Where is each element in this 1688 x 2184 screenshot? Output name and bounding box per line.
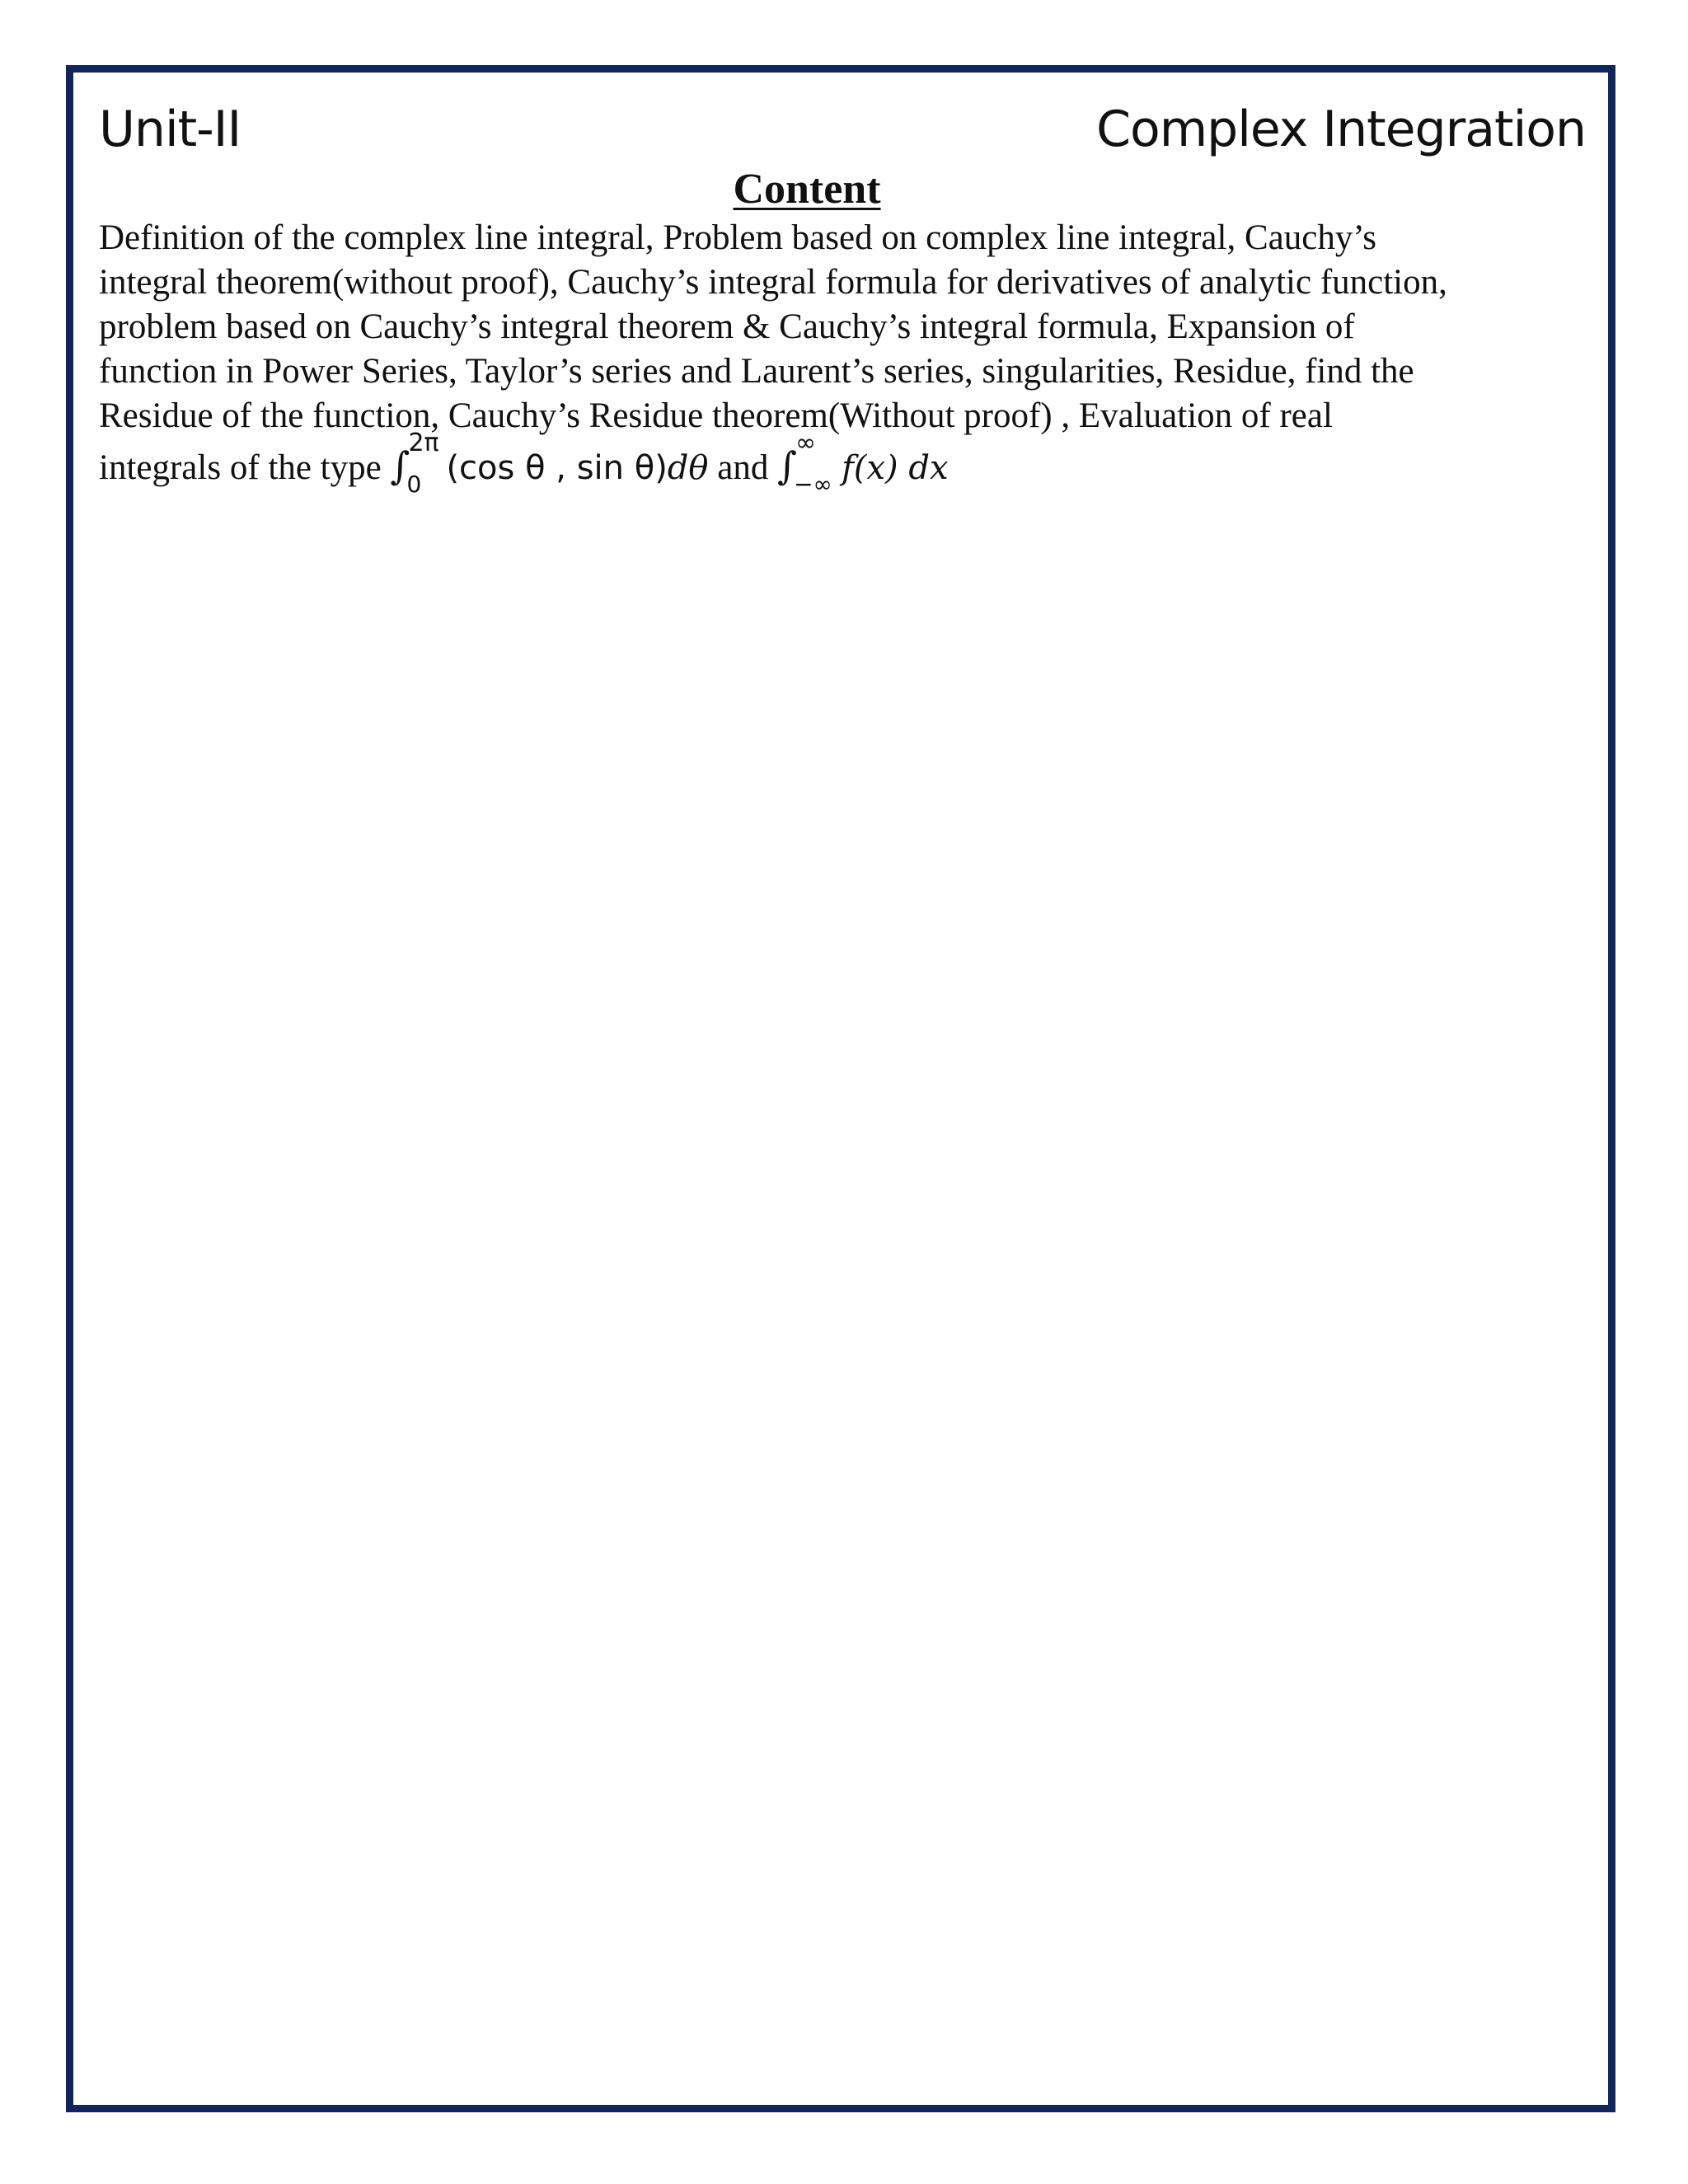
integral-2-lower-limit: −∞ (794, 471, 832, 499)
content-line: Definition of the complex line integral, Problem based on complex line integral, Cauchy’s (99, 218, 1376, 257)
integral-1-lower-limit: 0 (406, 471, 422, 499)
integral-2-limits (794, 429, 842, 499)
section-title-text: Content (733, 166, 881, 213)
integral-1-integrand: (cos θ , sin θ) (446, 449, 668, 487)
content-line: problem based on Cauchy’s integral theorem & Cauchy’s integral formula, Expansion of (99, 307, 1355, 346)
content-line: integral theorem(without proof), Cauchy’s integral formula for derivatives of analytic function, (99, 263, 1447, 302)
topic-title: Complex Integration (1096, 101, 1586, 158)
integral-2-integrand: f(x) dx (842, 449, 949, 487)
formula-prefix: integrals of the type (99, 448, 391, 487)
content-line: Residue of the function, Cauchy’s Residue theorem(Without proof) , Evaluation of real (99, 396, 1333, 435)
formula-line (99, 429, 1599, 501)
integral-1-upper-limit: 2π (408, 429, 439, 458)
integral-sign-1: ∫ (390, 443, 410, 488)
integral-1-differential: dθ (667, 449, 709, 487)
integral-1-limits (406, 429, 446, 499)
integral-sign-2: ∫ (777, 443, 798, 488)
content-paragraph (99, 216, 1599, 501)
section-title (0, 165, 1688, 213)
integral-2-upper-limit: ∞ (795, 429, 817, 458)
content-line: function in Power Series, Taylor’s series and Laurent’s series, singularities, Residue, find the (99, 352, 1414, 391)
formula-joiner: and (708, 448, 778, 487)
unit-label: Unit-II (99, 101, 241, 158)
